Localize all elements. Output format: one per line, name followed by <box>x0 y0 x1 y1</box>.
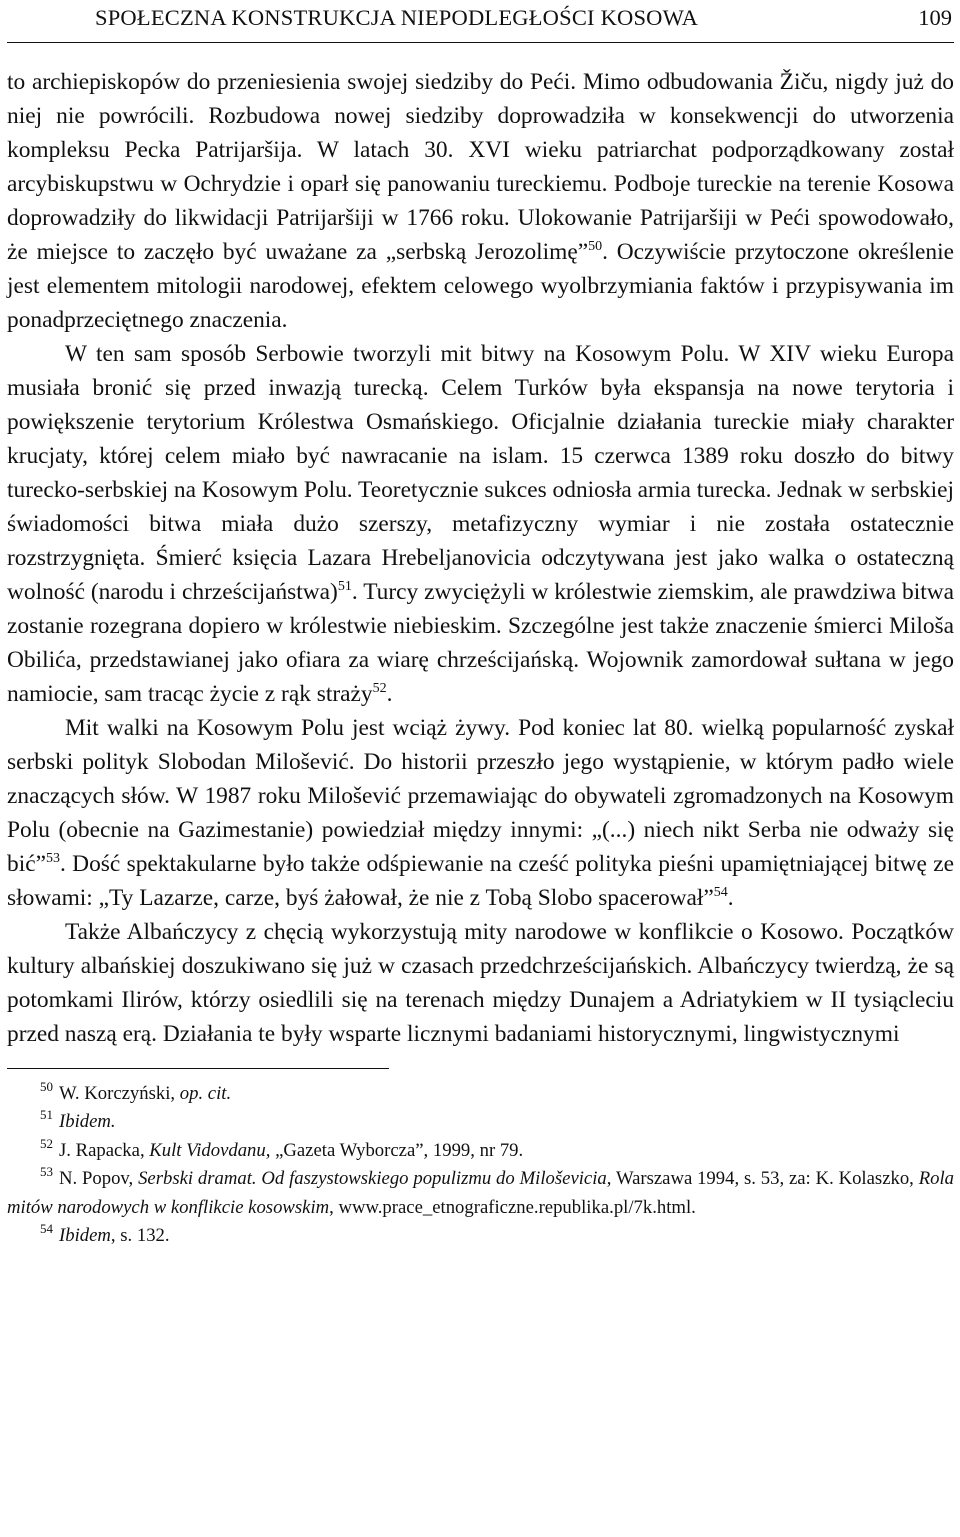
footnote-italic-text: Rola mitów narodowych w konflikcie kosowskim <box>7 1168 954 1218</box>
footnote <box>7 1222 954 1250</box>
footnote-text: „Gazeta Wyborcza”, 1999, nr 79. <box>270 1139 524 1161</box>
footnote-italic-text: Kult Vidovdanu, <box>149 1139 271 1161</box>
footnote-text: , www.prace_etnograficzne.republika.pl/7k.html. <box>329 1196 696 1218</box>
body-paragraph <box>7 711 954 915</box>
paragraph-text: to archiepiskopów do przeniesienia swojej siedziby do Peći. Mimo odbudowania Žiču, nigdy już do niej nie powrócili. Rozbudowa nowej siedziby doprowadziła w konsekwencji do utworzenia kompleksu Pecka Patrijaršija. W latach 30. XVI wieku patriarchat podporządkowany został arcybiskupstwu w Ochrydzie i oparł się panowaniu tureckiemu. Podboje tureckie na terenie Kosowa doprowadziły do likwidacji Patrijaršiji w 1766 roku. Ulokowanie Patrijaršiji w Peći spowodowało, że miejsce to zaczęło być uważane za „serbską Jerozolimę” <box>7 69 954 265</box>
footnote-number: 52 <box>40 1135 53 1151</box>
body-paragraph <box>7 65 954 337</box>
footnote-text: , s. 132. <box>110 1225 170 1247</box>
footnote-number: 53 <box>40 1164 53 1180</box>
body-text <box>7 65 954 1051</box>
footnote-italic-text: Serbski dramat. Od faszystowskiego populizmu do Miloševicia <box>138 1168 607 1190</box>
body-paragraph <box>7 337 954 711</box>
footnote-separator <box>7 1068 389 1069</box>
footnotes <box>7 1080 954 1250</box>
footnote-italic-text: Ibidem <box>59 1225 111 1247</box>
paragraph-text: . Turcy zwyciężyli w królestwie ziemskim, ale prawdziwa bitwa zostanie rozegrana dopiero w królestwie niebieskim. Szczególne jest także znaczenie śmierci Miloša Obilića, przedstawianej jako ofiara za wiarę chrześcijańską. Wojownik zamordował sułtana w jego namiocie, sam tracąc życie z rąk straży <box>7 579 954 707</box>
page-number: 109 <box>918 5 952 30</box>
footnote-text: N. Popov, <box>59 1168 139 1190</box>
paragraph-text: W ten sam sposób Serbowie tworzyli mit bitwy na Kosowym Polu. W XIV wieku Europa musiała bronić się przed inwazją turecką. Celem Turków była ekspansja na nowe terytoria i powiększenie terytorium Królestwa Osmańskiego. Oficjalnie działania tureckie miały charakter krucjaty, której celem miało być nawracanie na islam. 15 czerwca 1389 roku doszło do bitwy turecko-serbskiej na Kosowym Polu. Teoretycznie sukces odniosła armia turecka. Jednak w serbskiej świadomości bitwa miała dużo szerszy, metafizyczny wymiar i nie została ostatecznie rozstrzygnięta. Śmierć księcia Lazara Hrebeljanovicia odczytywana jest jako walka o ostateczną wolność (narodu i chrześcijaństwa) <box>7 341 954 605</box>
footnote-reference: 50 <box>588 239 603 254</box>
footnote <box>7 1137 954 1165</box>
footnote-reference: 52 <box>372 681 387 696</box>
book-page <box>7 0 954 1250</box>
body-paragraph <box>7 915 954 1051</box>
footnote-text: J. Rapacka, <box>59 1139 150 1161</box>
footnote-italic-text: op. cit. <box>179 1083 232 1104</box>
paragraph-text: . <box>727 885 734 911</box>
paragraph-text: Także Albańczycy z chęcią wykorzystują mity narodowe w konflikcie o Kosowo. Początków kultury albańskiej doszukiwano się już w czasach przedchrześcijańskich. Albańczycy twierdzą, że są potomkami Ilirów, którzy osiedlili się na terenach między Dunajem a Adriatykiem w II tysiącleciu przed naszą erą. Działania te były wsparte licznymi badaniami historycznymi, lingwistycznymi <box>7 919 954 1047</box>
paragraph-text: . Dość spektakularne było także odśpiewanie na cześć polityka pieśni upamiętniającej bitwę ze słowami: „Ty Lazarze, carze, byś żałował, że nie z Tobą Slobo spacerował” <box>7 851 954 911</box>
paragraph-text: . Oczywiście przytoczone określenie jest elementem mitologii narodowej, efektem celowego wyolbrzymiania faktów i przypisywania im ponadprzeciętnego znaczenia. <box>7 239 954 333</box>
footnote-reference: 53 <box>45 851 60 866</box>
paragraph-text: Mit walki na Kosowym Polu jest wciąż żywy. Pod koniec lat 80. wielką popularność zyskał serbski polityk Slobodan Milošević. Do historii przeszło jego wystąpienie, w którym padło wiele znaczących słów. W 1987 roku Milošević przemawiając do obywateli zgromadzonych na Kosowym Polu (obecnie na Gazimestanie) powiedział między innymi: „(...) niech nikt Serba nie odważy się bić” <box>7 715 954 877</box>
footnote <box>7 1165 954 1222</box>
running-header <box>7 0 954 43</box>
footnote-number: 50 <box>40 1079 53 1094</box>
footnote-reference: 51 <box>337 579 352 594</box>
running-title: SPOŁECZNA KONSTRUKCJA NIEPODLEGŁOŚCI KOSOWA <box>95 5 699 30</box>
footnote-number: 54 <box>40 1221 53 1237</box>
footnote-text: W. Korczyński, <box>59 1083 180 1104</box>
paragraph-text: . <box>386 681 393 707</box>
footnote <box>7 1108 954 1136</box>
footnote-italic-text: Ibidem. <box>59 1111 116 1133</box>
footnote-text: , Warszawa 1994, s. 53, za: K. Kolaszko, <box>606 1168 919 1190</box>
footnote-reference: 54 <box>713 885 728 900</box>
footnote-number: 51 <box>40 1107 53 1123</box>
footnote <box>7 1080 954 1108</box>
